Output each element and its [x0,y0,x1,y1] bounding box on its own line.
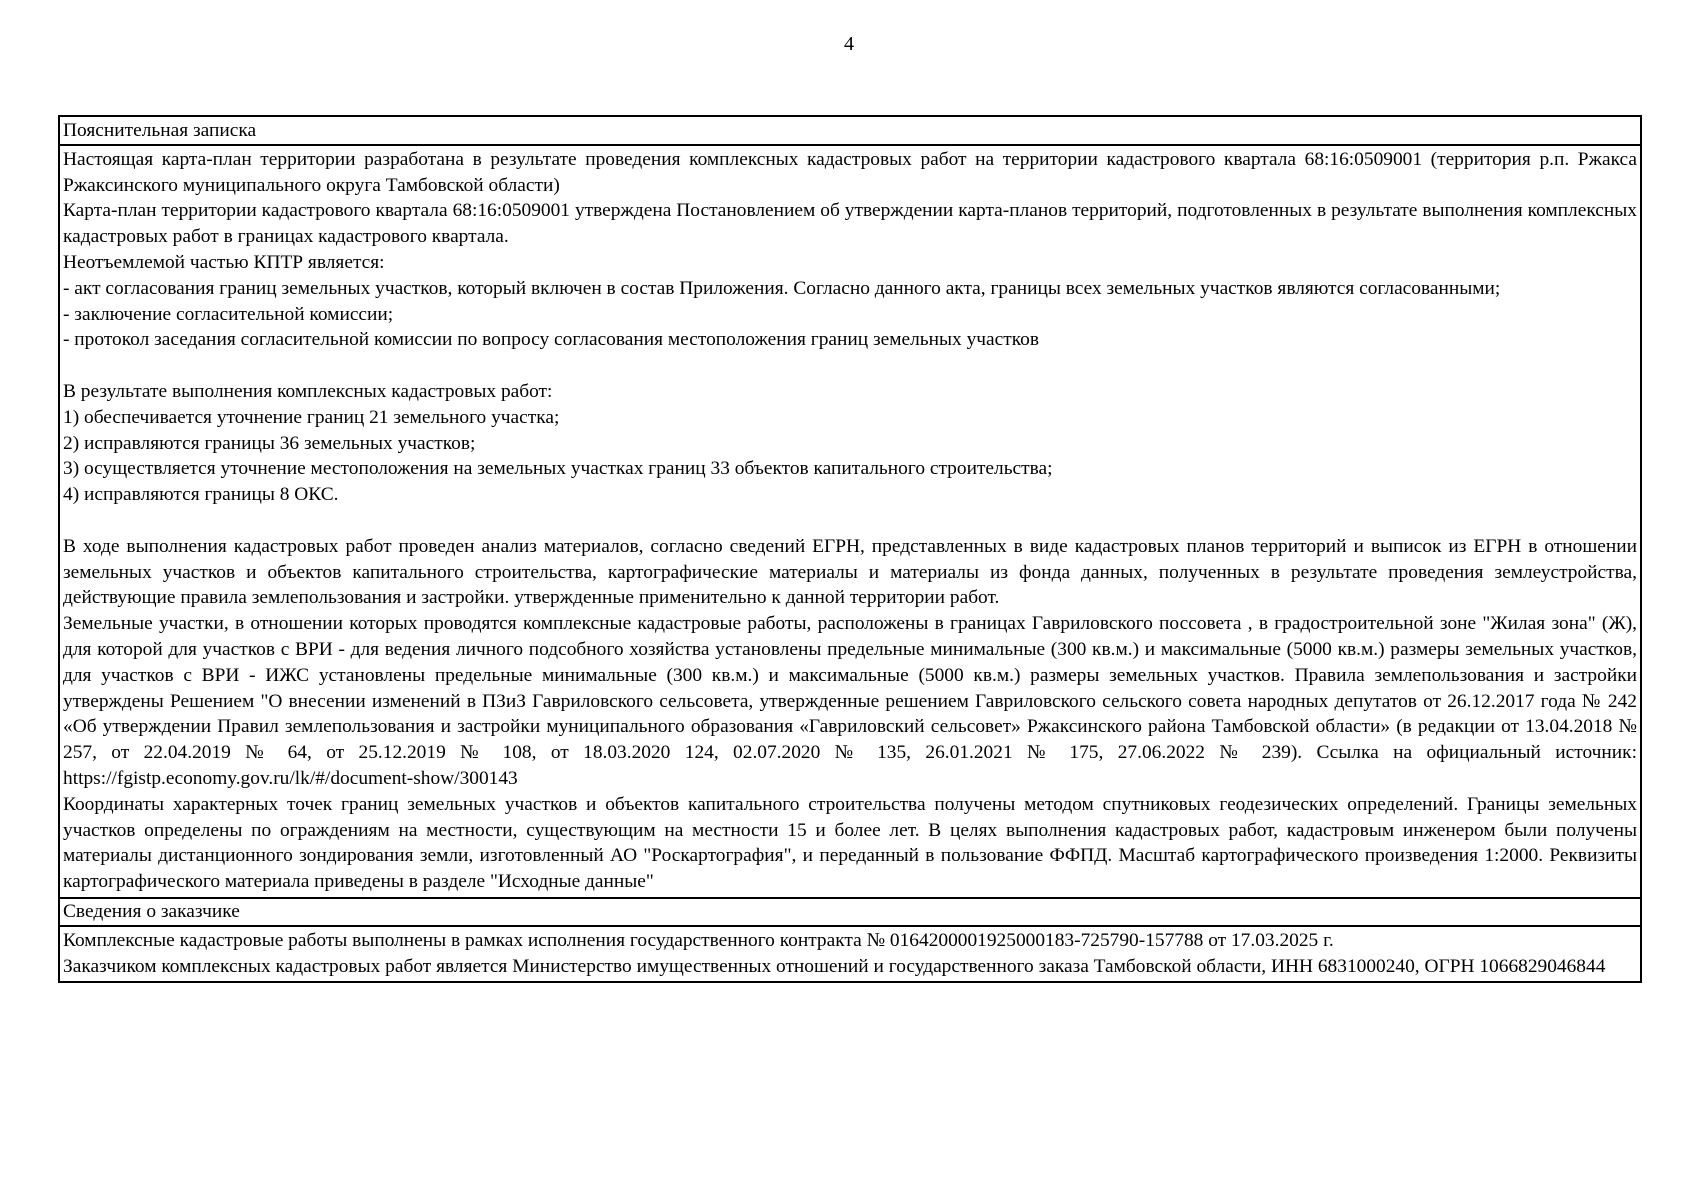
section-title: Сведения о заказчике [63,900,240,922]
document-table [58,115,1642,983]
paragraph: Настоящая карта-план территории разработана в результате проведения комплексных кадастровых работ на территории кадастрового квартала 68:16:0509001 (территория р.п. Ржакса Ржаксинского муниципального округа Тамбовской области) [63,148,1637,196]
note-block-2 [63,379,1637,508]
page-number: 4 [844,33,854,55]
blank-line [63,508,1637,534]
paragraph: 4) исправляются границы 8 ОКС. [63,484,339,506]
paragraph: 1) обеспечивается уточнение границ 21 земельного участка; [63,406,560,428]
paragraph: 2) исправляются границы 36 земельных участков; [63,432,476,454]
paragraph: - протокол заседания согласительной комиссии по вопросу согласования местоположения границ земельных участков [63,329,1040,351]
customer-block [63,928,1637,980]
paragraph: - заключение согласительной комиссии; [63,303,394,325]
explanatory-note-body [60,146,1640,899]
customer-info-body [60,927,1640,982]
paragraph: Заказчиком комплексных кадастровых работ является Министерство имущественных отношений и государственного заказа Тамбовской области, ИНН 6831000240, ОГРН 1066829046844 [63,955,1606,977]
section-header-customer [60,899,1640,927]
paragraph: - акт согласования границ земельных участков, который включен в состав Приложения. Согласно данного акта, границы всех земельных участков являются согласованными; [63,277,1501,299]
paragraph: Координаты характерных точек границ земельных участков и объектов капитального строительства получены методом спутниковых геодезических определений. Границы земельных участков определены по ограждениям на местности, существующим на местности 15 и более лет. В целях выполнения кадастровых работ, кадастровым инженером были получены материалы дистанционного зондирования земли, изготовленный АО "Роскартография", и переданный в пользование ФФПД. Масштаб картографического произведения 1:2000. Реквизиты картографического материала приведены в разделе "Исходные данные" [63,793,1637,893]
paragraph: В результате выполнения комплексных кадастровых работ: [63,380,553,402]
note-block-3 [63,534,1637,895]
section-header-explanatory-note [60,117,1640,146]
paragraph: В ходе выполнения кадастровых работ проведен анализ материалов, согласно сведений ЕГРН, представленных в виде кадастровых планов территорий и выписок из ЕГРН в отношении земельных участков и объектов капитального строительства, картографические материалы и материалы из фонда данных, полученных в результате проведения землеустройства, действующие правила землепользования и застройки. утвержденные применительно к данной территории работ. [63,535,1637,609]
note-block-1 [63,147,1637,353]
paragraph: Неотъемлемой частью КПТР является: [63,251,385,273]
paragraph: Земельные участки, в отношении которых проводятся комплексные кадастровые работы, расположены в границах Гавриловского поссовета , в градостроительной зоне "Жилая зона" (Ж), для которой для участков с ВРИ - для ведения личного подсобного хозяйства установлены предельные минимальные (300 кв.м.) и максимальные (5000 кв.м.) размеры земельных участков, для участков с ВРИ - ИЖС установлены предельные минимальные (300 кв.м.) и максимальные (5000 кв.м.) размеры земельных участков. Правила землепользования и застройки утверждены Решением "О внесении изменений в ПЗиЗ Гавриловского сельсовета, утвержденные решением Гавриловского сельского совета народных депутатов от 26.12.2017 года № 242 «Об утверждении Правил землепользования и застройки муниципального образования «Гавриловский сельсовет» Ржаксинского района Тамбовской области» (в редакции от 13.04.2018 № 257, от 22.04.2019 № 64, от 25.12.2019 № 108, от 18.03.2020 124, 02.07.2020 № 135, 26.01.2021 № 175, 27.06.2022 № 239). Ссылка на официальный источник: https://fgistp.economy.gov.ru/lk/#/document-show/300143 [63,613,1637,789]
section-title: Пояснительная записка [63,120,257,141]
paragraph: Комплексные кадастровые работы выполнены в рамках исполнения государственного контракта № 0164200001925000183-725790-157788 от 17.03.2025 г. [63,929,1334,951]
paragraph: 3) осуществляется уточнение местоположения на земельных участках границ 33 объектов капитального строительства; [63,458,1053,480]
blank-line [63,353,1637,379]
paragraph: Карта-план территории кадастрового квартала 68:16:0509001 утверждена Постановлением об утверждении карта-планов территорий, подготовленных в результате выполнения комплексных кадастровых работ в границах кадастрового квартала. [63,200,1637,248]
